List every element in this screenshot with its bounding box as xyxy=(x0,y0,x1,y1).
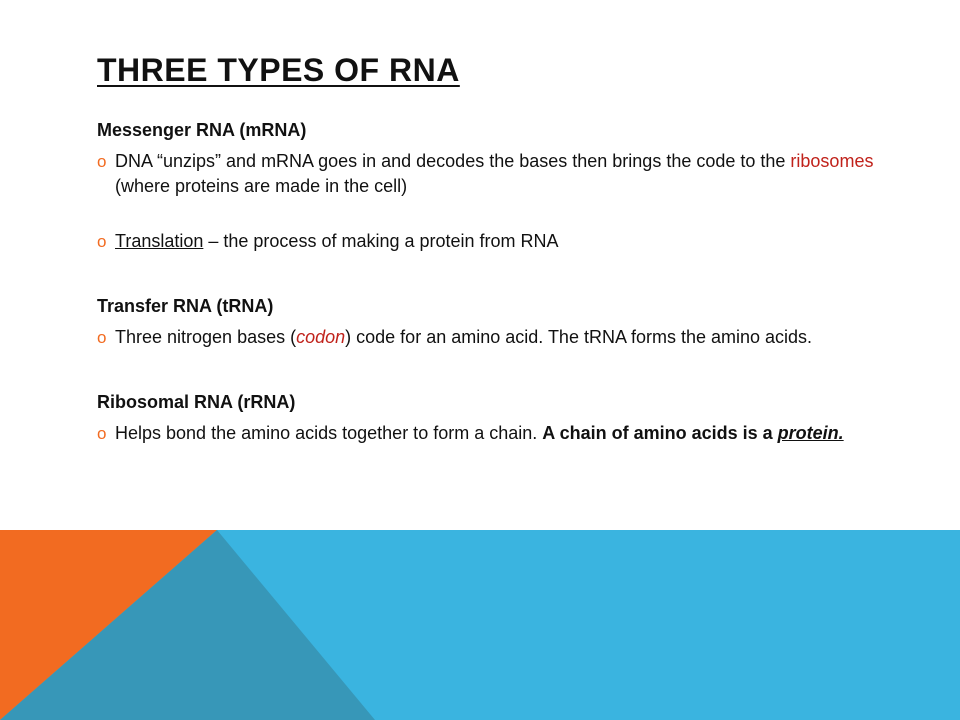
section-heading-rrna: Ribosomal RNA (rRNA) xyxy=(97,392,296,412)
term-translation: Translation xyxy=(115,231,204,251)
bullet-marker: o xyxy=(97,328,107,347)
bullet-text: Helps bond the amino acids together to form a chain. xyxy=(115,423,543,443)
bullet-marker: o xyxy=(97,232,107,251)
slide-title: THREE TYPES OF RNA xyxy=(97,52,460,88)
bullet-marker: o xyxy=(97,424,107,443)
bullet-text: Three nitrogen bases ( xyxy=(115,327,297,347)
teal-triangle xyxy=(0,530,375,720)
bold-text: A chain of amino acids is a xyxy=(542,423,778,443)
highlight-ribosomes: ribosomes xyxy=(790,151,874,171)
bullet-text: (where proteins are made in the cell) xyxy=(115,176,408,196)
highlight-codon: codon xyxy=(296,327,346,347)
bullet-marker: o xyxy=(97,152,107,171)
bullet-mrna-decoding xyxy=(97,149,927,199)
slide-body xyxy=(97,118,927,446)
bullet-rrna-chain xyxy=(97,421,927,446)
bullet-text: DNA “unzips” and mRNA goes in and decodes the bases then brings the code to the xyxy=(115,151,791,171)
bullet-text: ) code for an amino acid. The tRNA forms the amino acids. xyxy=(345,327,813,347)
blue-band xyxy=(0,530,960,720)
bullet-trna-codon xyxy=(97,325,927,350)
bullet-translation xyxy=(97,229,927,254)
bullet-text: – the process of making a protein from RNA xyxy=(203,231,559,251)
section-heading-trna: Transfer RNA (tRNA) xyxy=(97,296,274,316)
orange-triangle xyxy=(0,530,217,720)
term-protein: protein. xyxy=(777,423,844,443)
section-heading-mrna: Messenger RNA (mRNA) xyxy=(97,120,307,140)
